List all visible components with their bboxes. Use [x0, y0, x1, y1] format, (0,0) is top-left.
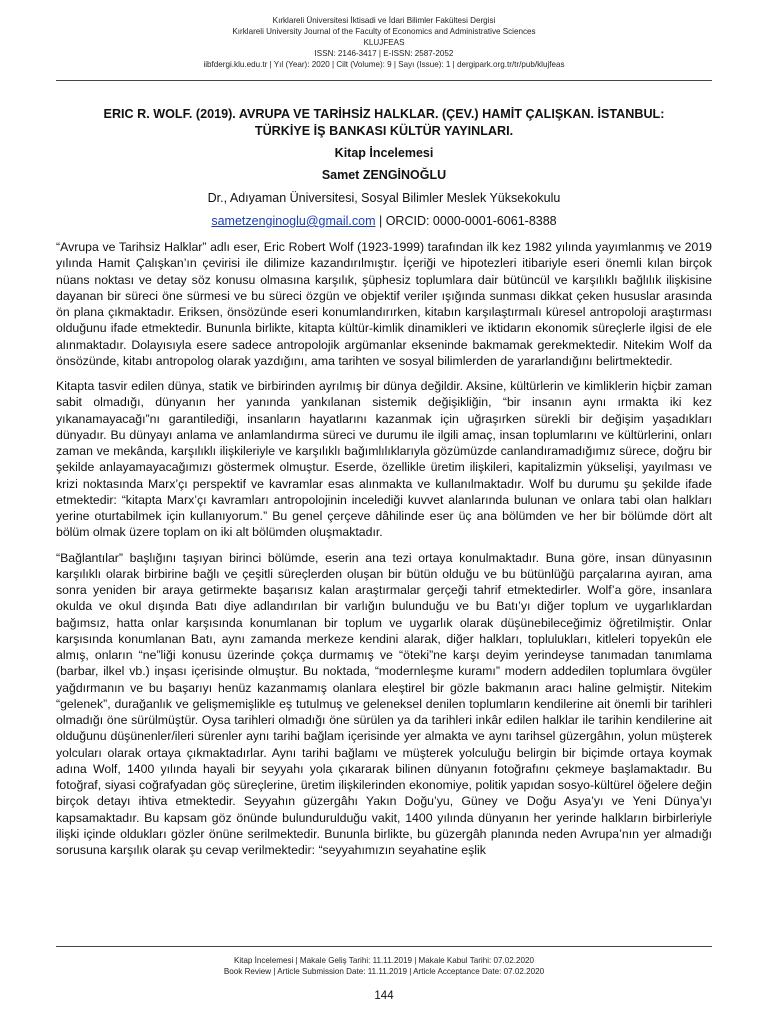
journal-volume-info: iibfdergi.klu.edu.tr | Yıl (Year): 2020 | Cilt (Volume): 9 | Sayı (Issue): 1 | dergipark.org.tr/tr/pub/klujfeas [203, 60, 565, 69]
body-paragraph-2: Kitapta tasvir edilen dünya, statik ve birbirinden ayrılmış bir dünya değildir. Aksine, kültürlerin ve kimliklerin hiçbir zaman sabit olmadığı, dünyanın her yanında yankılanan sistemik değişikliğin, “bir insanın aynı ırmakta iki kez yıkanamayacağı”nı garantilediği, insanların hayatlarını kazanmak için uğraşırken sürekli bir değişim yaşadıkları dünyadır. Bu dünyayı anlama ve anlamlandırma süreci ve durumu ile ilgili amaç, insan toplumlarını ve kültürlerini, onları zaman ve mekânda, karşılıklı ilişkileriyle ve karşılıklı bağımlılıklarıyla gözümüzde canlandıramadığımız sürece, doğru bir şekilde anlayamayacağımızı göstermek olmuştur. Eserde, özellikle üretim ilişkileri, kapitalizmin yükselişi, yayılması ve krizi noktasında Marx’çı perspektif ve kavramlar esas alınmakta ve kullanılmaktadır. Wolf bu durumu şu şekilde ifade etmektedir: “kitapta Marx’çı kavramları antropolojinin incelediği kuvvet alanlarında bulunan ve onlara tabi olan halkları yerine oturtabilmek için kullanıyorum.” Bu genel çerçeve dâhilinde eser üç ana bölümden ve her bir bölümde dört alt bölüm olmak üzere toplam on iki alt bölümden oluşmaktadır. [56, 379, 712, 540]
article-footer [0, 955, 768, 977]
article-title-line-1: ERIC R. WOLF. (2019). AVRUPA VE TARİHSİZ HALKLAR. (ÇEV.) HAMİT ÇALIŞKAN. İSTANBUL: [103, 107, 665, 121]
author-email-link[interactable]: sametzenginoglu@gmail.com [211, 214, 376, 228]
author-name: Samet ZENGİNOĞLU [321, 168, 447, 182]
journal-name-en: Kırklareli University Journal of the Faculty of Economics and Administrative Sciences [232, 27, 536, 36]
page-number: 144 [374, 990, 394, 1002]
author-affiliation: Dr., Adıyaman Üniversitesi, Sosyal Bilimler Meslek Yüksekokulu [207, 191, 561, 205]
header-divider [56, 80, 712, 81]
footer-divider [56, 946, 712, 947]
journal-abbreviation: KLUJFEAS [363, 38, 405, 47]
article-title [60, 106, 708, 140]
article-body [56, 239, 712, 867]
journal-name-tr: Kırklareli Üniversitesi İktisadi ve İdari Bilimler Fakültesi Dergisi [272, 16, 496, 25]
footer-dates-tr: Kitap İncelemesi | Makale Geliş Tarihi: 11.11.2019 | Makale Kabul Tarihi: 07.02.2020 [233, 956, 535, 965]
body-paragraph-1: “Avrupa ve Tarihsiz Halklar” adlı eser, Eric Robert Wolf (1923-1999) tarafından ilk kez 1982 yılında yayımlanmış ve 2019 yılında Hamit Çalışkan’ın çevirisi ile dilimize kazandırılmıştır. İçeriği ve hipotezleri itibariyle eseri önemli kılan birçok nüans noktası ve detay söz konusu olmasına karşılık, şüphesiz toplumlara dair bütüncül ve karşılıklı bağlılık ilişkisine dayanan bir süreci öne sürmesi ve bu süreci özgün ve objektif veriler ışığında sunması dikkat çeken hususlar arasında ön plana çıkmaktadır. Eriksen, önsözünde eseri konumlandırırken, kitabın karşılaştırmalı küresel antropoloji araştırması olduğunu ifade etmektedir. Bununla birlikte, kitapta kültür-kimlik dinamikleri ve iktidarın ekonomik süreçlerle ilgisi de ele alınmaktadır. Dolayısıyla esere sadece antropolojik argümanlar ekseninde bakmamak gerekmektedir. Nitekim Wolf da önsözünde, kitabı antropolog olarak yazdığını, ama tarihten ve sosyal bilimlerden de yararlandığını belirtmektedir. [56, 240, 712, 368]
footer-dates-en: Book Review | Article Submission Date: 11.11.2019 | Article Acceptance Date: 07.02.2020 [223, 967, 545, 976]
journal-header [0, 15, 768, 70]
article-type: Kitap İncelemesi [334, 146, 434, 160]
body-paragraph-3: “Bağlantılar” başlığını taşıyan birinci bölümde, eserin ana tezi ortaya konulmaktadır. Buna göre, insan dünyasının karşılıklı olarak birbirine bağlı ve çeşitli süreçlerden oluşan bir bütün olduğu ve bu bütünlüğü parçalarına ayıran, ama sonra yeniden bir araya getirmekte başarısız kalan araştırmalar gerçeği tahrif etmektedirler. Wolf’a göre, insanlara okulda ve okul dışında Batı diye adlandırılan bir varlığın bulunduğu ve bu Batı’yı diğer toplum ve uygarlıklardan bağımsız, hatta onlar karşısında konumlanan bir toplum ve uygarlık olarak düşünebileceğimiz öğretilmiştir. Onlar karşısında konumlanan Batı, aynı zamanda merkeze kendini alarak, diğer halkları, toplulukları, kitleleri topyekûn ele almış, onların “ne”liği konusu üzerinde çokça durmamış ve “öteki”ne karşı deyim yerindeyse tanımadan tanımlama (barbar, ilkel vb.) inşası içerisinde olmuştur. Bu noktada, “modernleşme kuramı” modern addedilen toplumlara övgüler yağdırmanın ve bu başarıyı henüz kazanmamış olanlara eleştirel bir gözle bakmanın aracı haline gelmiştir. Nitekim “gelenek”, durağanlık ve gelişmemişlikle eş tutulmuş ve geleneksel denilen toplumların kendilerine ait önemli bir tarihleri olmadığı öne sürülmüştür. Oysa tarihleri olmadığı öne sürülen ya da tarihleri inkâr edilen halklar ile tarihin kendilerine ait olduğunu düşünenler/ileri sürenler aynı tarihi bağlam içerisinde yer almakta ve aynı tarihsel güzergâhın, yolun müşterek yolcuları olarak ortaya çıkmaktadırlar. Aynı tarihi bağlamı ve müşterek yolculuğu belirgin bir biçimde ortaya koymak adına Wolf, 1400 yılında hayali bir seyyahı yola çıkararak bilinen dünyanın fotoğrafını çekmeye başlamaktadır. Bu fotoğraf, siyasi coğrafyadan göç süreçlerine, üretim ilişkilerinden ekonomiye, politik yapıdan sosyo-kültürel öğelere değin birçok detayı ihtiva etmektedir. Seyyahın güzergâhı Yakın Doğu’yu, Güney ve Doğu Asya’yı ve Yeni Dünya’yı kapsamaktadır. Bu kapsam göz önünde bulundurulduğu vakit, 1400 yılında dünyanın her yerinde halkların birbirleriyle ilişki içinde oldukları gözler önüne serilmektedir. Bununla birlikte, bu güzergâh planında neden Avrupa’nın yer almadığı sorusuna karşılık olarak şu cevap verilmektedir: “seyyahımızın seyahatine eşlik [56, 550, 712, 857]
author-orcid: | ORCID: 0000-0001-6061-8388 [375, 214, 557, 228]
article-title-line-2: TÜRKİYE İŞ BANKASI KÜLTÜR YAYINLARI. [254, 124, 514, 138]
journal-issn: ISSN: 2146-3417 | E-ISSN: 2587-2052 [314, 49, 454, 58]
author-contact [60, 214, 708, 228]
